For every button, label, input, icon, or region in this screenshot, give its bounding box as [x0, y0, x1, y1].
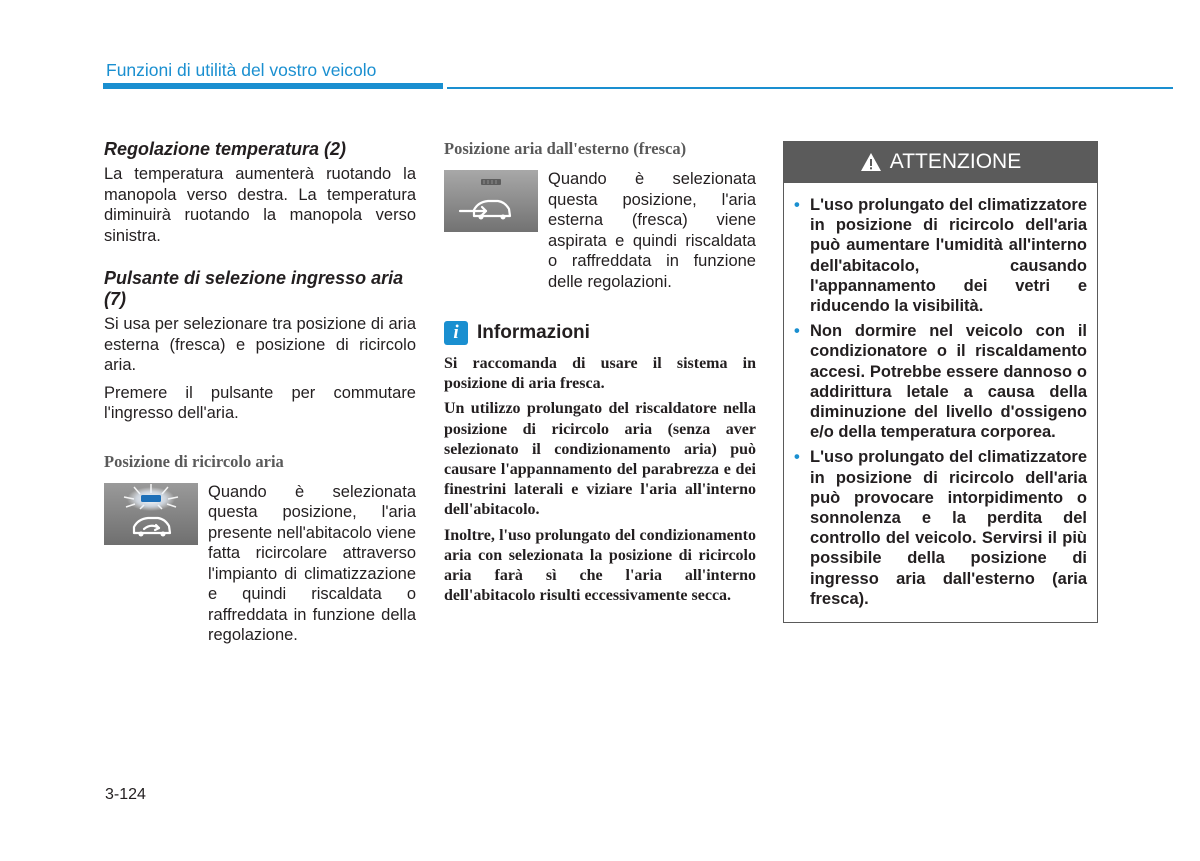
fresh-air-button-image	[444, 170, 538, 232]
intake-heading: Pulsante di selezione ingresso aria (7)	[104, 268, 404, 309]
info-paragraph: Si raccomanda di usare il sistema in posizione di aria fresca.	[444, 355, 756, 393]
page-number: 3-124	[105, 786, 146, 803]
info-paragraph: Inoltre, l'uso prolungato del condizionamento aria con selezionata la posizione di ricircolo aria farà sì che l'aria all'interno dell'abitacolo risulti eccessivamente secca.	[444, 526, 756, 605]
fresh-figure	[444, 169, 756, 299]
warning-list	[784, 183, 1097, 622]
fresh-heading: Posizione aria dall'esterno (fresca)	[444, 139, 687, 158]
header-title: Funzioni di utilità del vostro veicolo	[106, 60, 377, 80]
intake-text-1: Si usa per selezionare tra posizione di aria esterna (fresca) e posizione di ricircolo aria.	[104, 315, 416, 374]
fresh-text: Quando è selezionata questa posizione, l'aria esterna (fresca) viene aspirata e quindi riscaldata o raffreddata in funzione delle regolazioni.	[548, 170, 756, 291]
info-header	[444, 321, 756, 345]
recirc-heading: Posizione di ricircolo aria	[104, 451, 284, 471]
warning-item: • L'uso prolungato del climatizzatore in posizione di ricircolo dell'aria può provocare intorpidimento o sonnolenza e la perdita del controllo del veicolo. Servirsi il più possibile della posizione di ingresso aria dall'esterno (aria fresca).	[794, 448, 1087, 608]
info-paragraph: Un utilizzo prolungato del riscaldatore nella posizione di ricircolo aria (senza aver selezionato il condizionamento aria) può causare l'appannamento del parabrezza e dei finestrini laterali e viziare l'aria all'interno dell'abitacolo.	[444, 400, 756, 519]
recirculation-button-image	[104, 483, 198, 545]
bullet-icon: •	[794, 448, 800, 467]
warning-triangle-icon	[860, 152, 882, 172]
column-middle	[444, 139, 756, 611]
column-left	[104, 139, 416, 653]
warning-box	[783, 141, 1098, 623]
warning-title: ATTENZIONE	[889, 150, 1022, 173]
info-title: Informazioni	[477, 322, 590, 343]
bullet-icon: •	[794, 196, 800, 214]
header-rule-thin	[447, 87, 1173, 89]
recirc-figure	[104, 482, 416, 653]
bullet-icon: •	[794, 322, 800, 341]
temp-heading: Regolazione temperatura (2)	[104, 139, 347, 159]
warning-item: • L'uso prolungato del climatizzatore in posizione di ricircolo dell'aria può aumentare l'umidità all'interno dell'abitacolo, causando l'appannamento dei vetri e riducendo la visibilità.	[794, 196, 1087, 316]
info-icon: i	[444, 321, 468, 345]
intake-text-2: Premere il pulsante per commutare l'ingresso dell'aria.	[104, 383, 416, 422]
warning-item: • Non dormire nel veicolo con il condizionatore o il riscaldamento accesi. Potrebbe essere dannoso o addirittura letale a causa della diminuzione del livello d'ossigeno e/o della temperatura corporea.	[794, 322, 1087, 442]
column-right	[783, 141, 1096, 623]
warning-header	[784, 142, 1097, 183]
header-rule-thick	[103, 83, 443, 89]
temp-text: La temperatura aumenterà ruotando la manopola verso destra. La temperatura diminuirà ruotando la manopola verso sinistra.	[104, 165, 416, 245]
recirc-text: Quando è selezionata questa posizione, l'aria presente nell'abitacolo viene fatta ricircolare attraverso l'impianto di climatizzazione e quindi riscaldata o raffreddata in funzione della regolazione.	[208, 482, 416, 644]
